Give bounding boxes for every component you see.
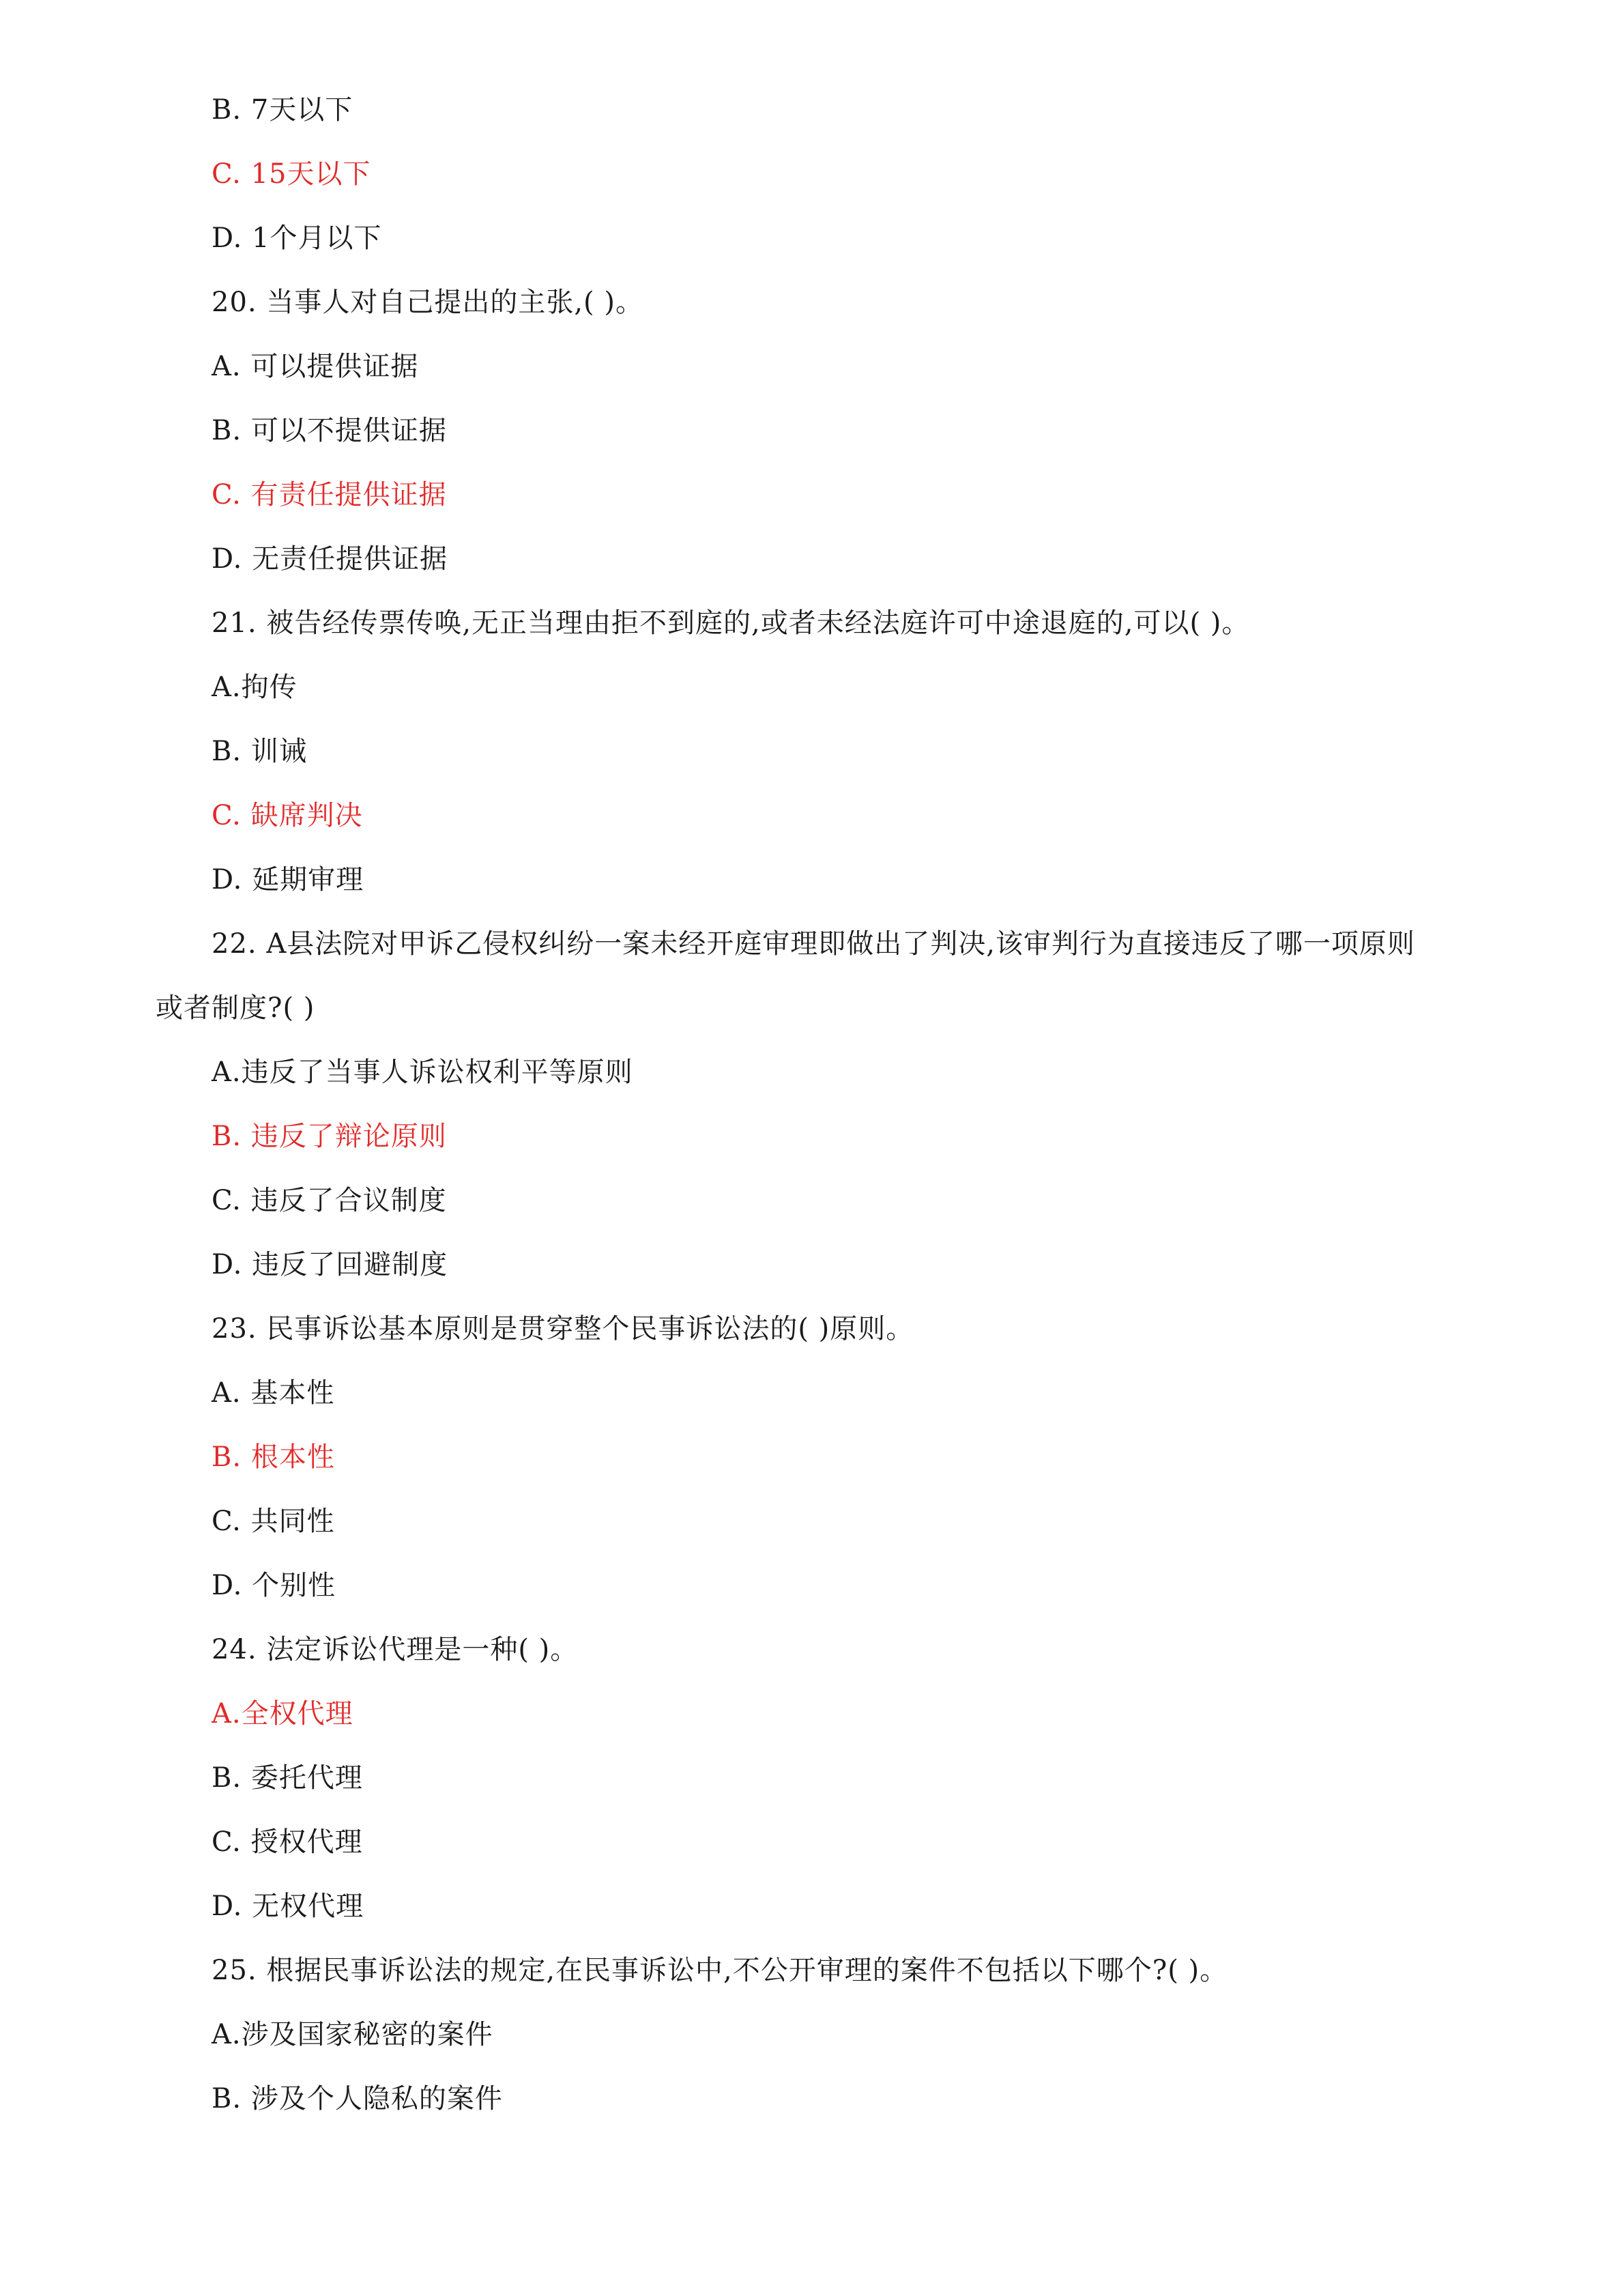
option-23-d: D. 个别性 — [212, 1570, 336, 1601]
option-21-c-answer: C. 缺席判决 — [212, 800, 363, 831]
question-22: 22. A县法院对甲诉乙侵权纠纷一案未经开庭审理即做出了判决,该审判行为直接违反了哪一项原则 — [212, 928, 1415, 960]
question-21: 21. 被告经传票传唤,无正当理由拒不到庭的,或者未经法庭许可中途退庭的,可以( )。 — [212, 607, 1250, 639]
option-24-a-answer: A.全权代理 — [212, 1698, 353, 1730]
question-23: 23. 民事诉讼基本原则是贯穿整个民事诉讼法的( )原则。 — [212, 1313, 914, 1345]
question-22-continued: 或者制度?( ) — [156, 992, 315, 1024]
question-20: 20. 当事人对自己提出的主张,( )。 — [212, 287, 643, 318]
option-19-d: D. 1个月以下 — [212, 223, 382, 254]
option-25-a: A.涉及国家秘密的案件 — [212, 2019, 493, 2050]
option-24-c: C. 授权代理 — [212, 1826, 363, 1858]
option-22-b-answer: B. 违反了辩论原则 — [212, 1121, 447, 1152]
option-23-b-answer: B. 根本性 — [212, 1441, 335, 1473]
option-23-a: A. 基本性 — [212, 1377, 335, 1409]
option-25-b: B. 涉及个人隐私的案件 — [212, 2083, 503, 2114]
option-22-c: C. 违反了合议制度 — [212, 1185, 447, 1216]
option-21-d: D. 延期审理 — [212, 864, 364, 895]
option-21-a: A.拘传 — [212, 672, 298, 703]
option-20-d: D. 无责任提供证据 — [212, 543, 448, 575]
option-19-b: B. 7天以下 — [212, 94, 353, 126]
option-20-c-answer: C. 有责任提供证据 — [212, 479, 447, 511]
question-24: 24. 法定诉讼代理是一种( )。 — [212, 1634, 579, 1665]
option-22-a: A.违反了当事人诉讼权利平等原则 — [212, 1057, 633, 1088]
option-20-a: A. 可以提供证据 — [212, 351, 419, 382]
option-21-b: B. 训诫 — [212, 736, 307, 767]
option-23-c: C. 共同性 — [212, 1506, 335, 1537]
option-22-d: D. 违反了回避制度 — [212, 1249, 448, 1280]
option-19-c-answer: C. 15天以下 — [212, 158, 371, 190]
option-24-d: D. 无权代理 — [212, 1891, 364, 1922]
option-24-b: B. 委托代理 — [212, 1762, 363, 1794]
question-25: 25. 根据民事诉讼法的规定,在民事诉讼中,不公开审理的案件不包括以下哪个?( )。 — [212, 1955, 1228, 1986]
option-20-b: B. 可以不提供证据 — [212, 415, 447, 446]
